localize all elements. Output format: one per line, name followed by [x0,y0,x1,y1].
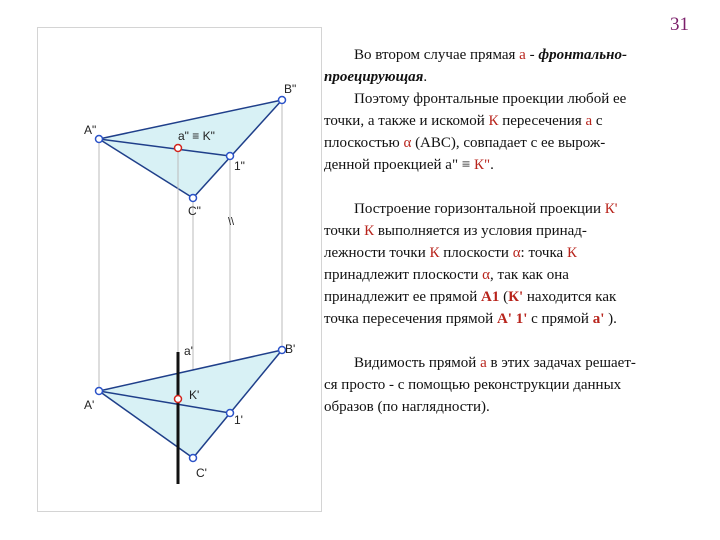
point-K-top [175,396,182,403]
point-C-front [190,195,197,202]
point-1-front [227,153,234,160]
slide-number: 31 [670,14,689,35]
point-B-front [279,97,286,104]
label-B-top: B' [285,342,296,356]
point-A-front [96,136,103,143]
label-B-front: B" [284,82,297,96]
p2-line3: лежности точки К плоскости α: точка К [324,245,577,261]
p1-line1: Во втором случае прямая а - фронтально- [354,47,627,63]
p2-line2: точки К выполняется из условия принад- [324,223,587,239]
p1-line4: точки, а также и искомой К пересечения а с [324,113,603,129]
p3-line2: ся просто - с помощью реконструкции данных [324,377,622,393]
p2-line5: принадлежит ее прямой А1 (К' находится как [324,289,617,305]
projection-mark: \\ [228,216,235,228]
p1-line6: денной проекцией а" ≡ К". [324,157,494,173]
p1-line5: плоскостью α (АВС), совпадает с ее вырож- [324,135,606,151]
label-1-front: 1" [234,159,245,173]
point-A-top [96,388,103,395]
label-1-top: 1' [234,413,243,427]
point-K-front [175,145,182,152]
explanation-text [324,44,696,418]
front-triangle-fill [99,100,282,198]
label-K-top: K' [189,388,200,402]
p1-line3: Поэтому фронтальные проекции любой ее [354,91,627,107]
label-A-top: A' [84,398,95,412]
figure-panel [37,27,322,512]
label-A-front: A" [84,123,97,137]
label-aK-front: a" ≡ K" [178,129,215,143]
label-C-top: C' [196,466,207,480]
p2-line4: принадлежит плоскости α, так как она [324,267,569,283]
point-C-top [190,455,197,462]
p2-line6: точка пересечения прямой А' 1' с прямой а' ). [324,311,617,327]
p3-line3: образов (по наглядности). [324,399,490,415]
projection-drawing [38,28,321,511]
p3-line1: Видимость прямой а в этих задачах решает- [354,355,636,371]
point-1-top [227,410,234,417]
label-C-front: C" [188,204,201,218]
p1-line2: проецирующая. [324,69,428,85]
label-a-top: a' [184,344,193,358]
top-triangle-fill [99,350,282,458]
p2-line1: Построение горизонтальной проекции К' [354,201,618,217]
